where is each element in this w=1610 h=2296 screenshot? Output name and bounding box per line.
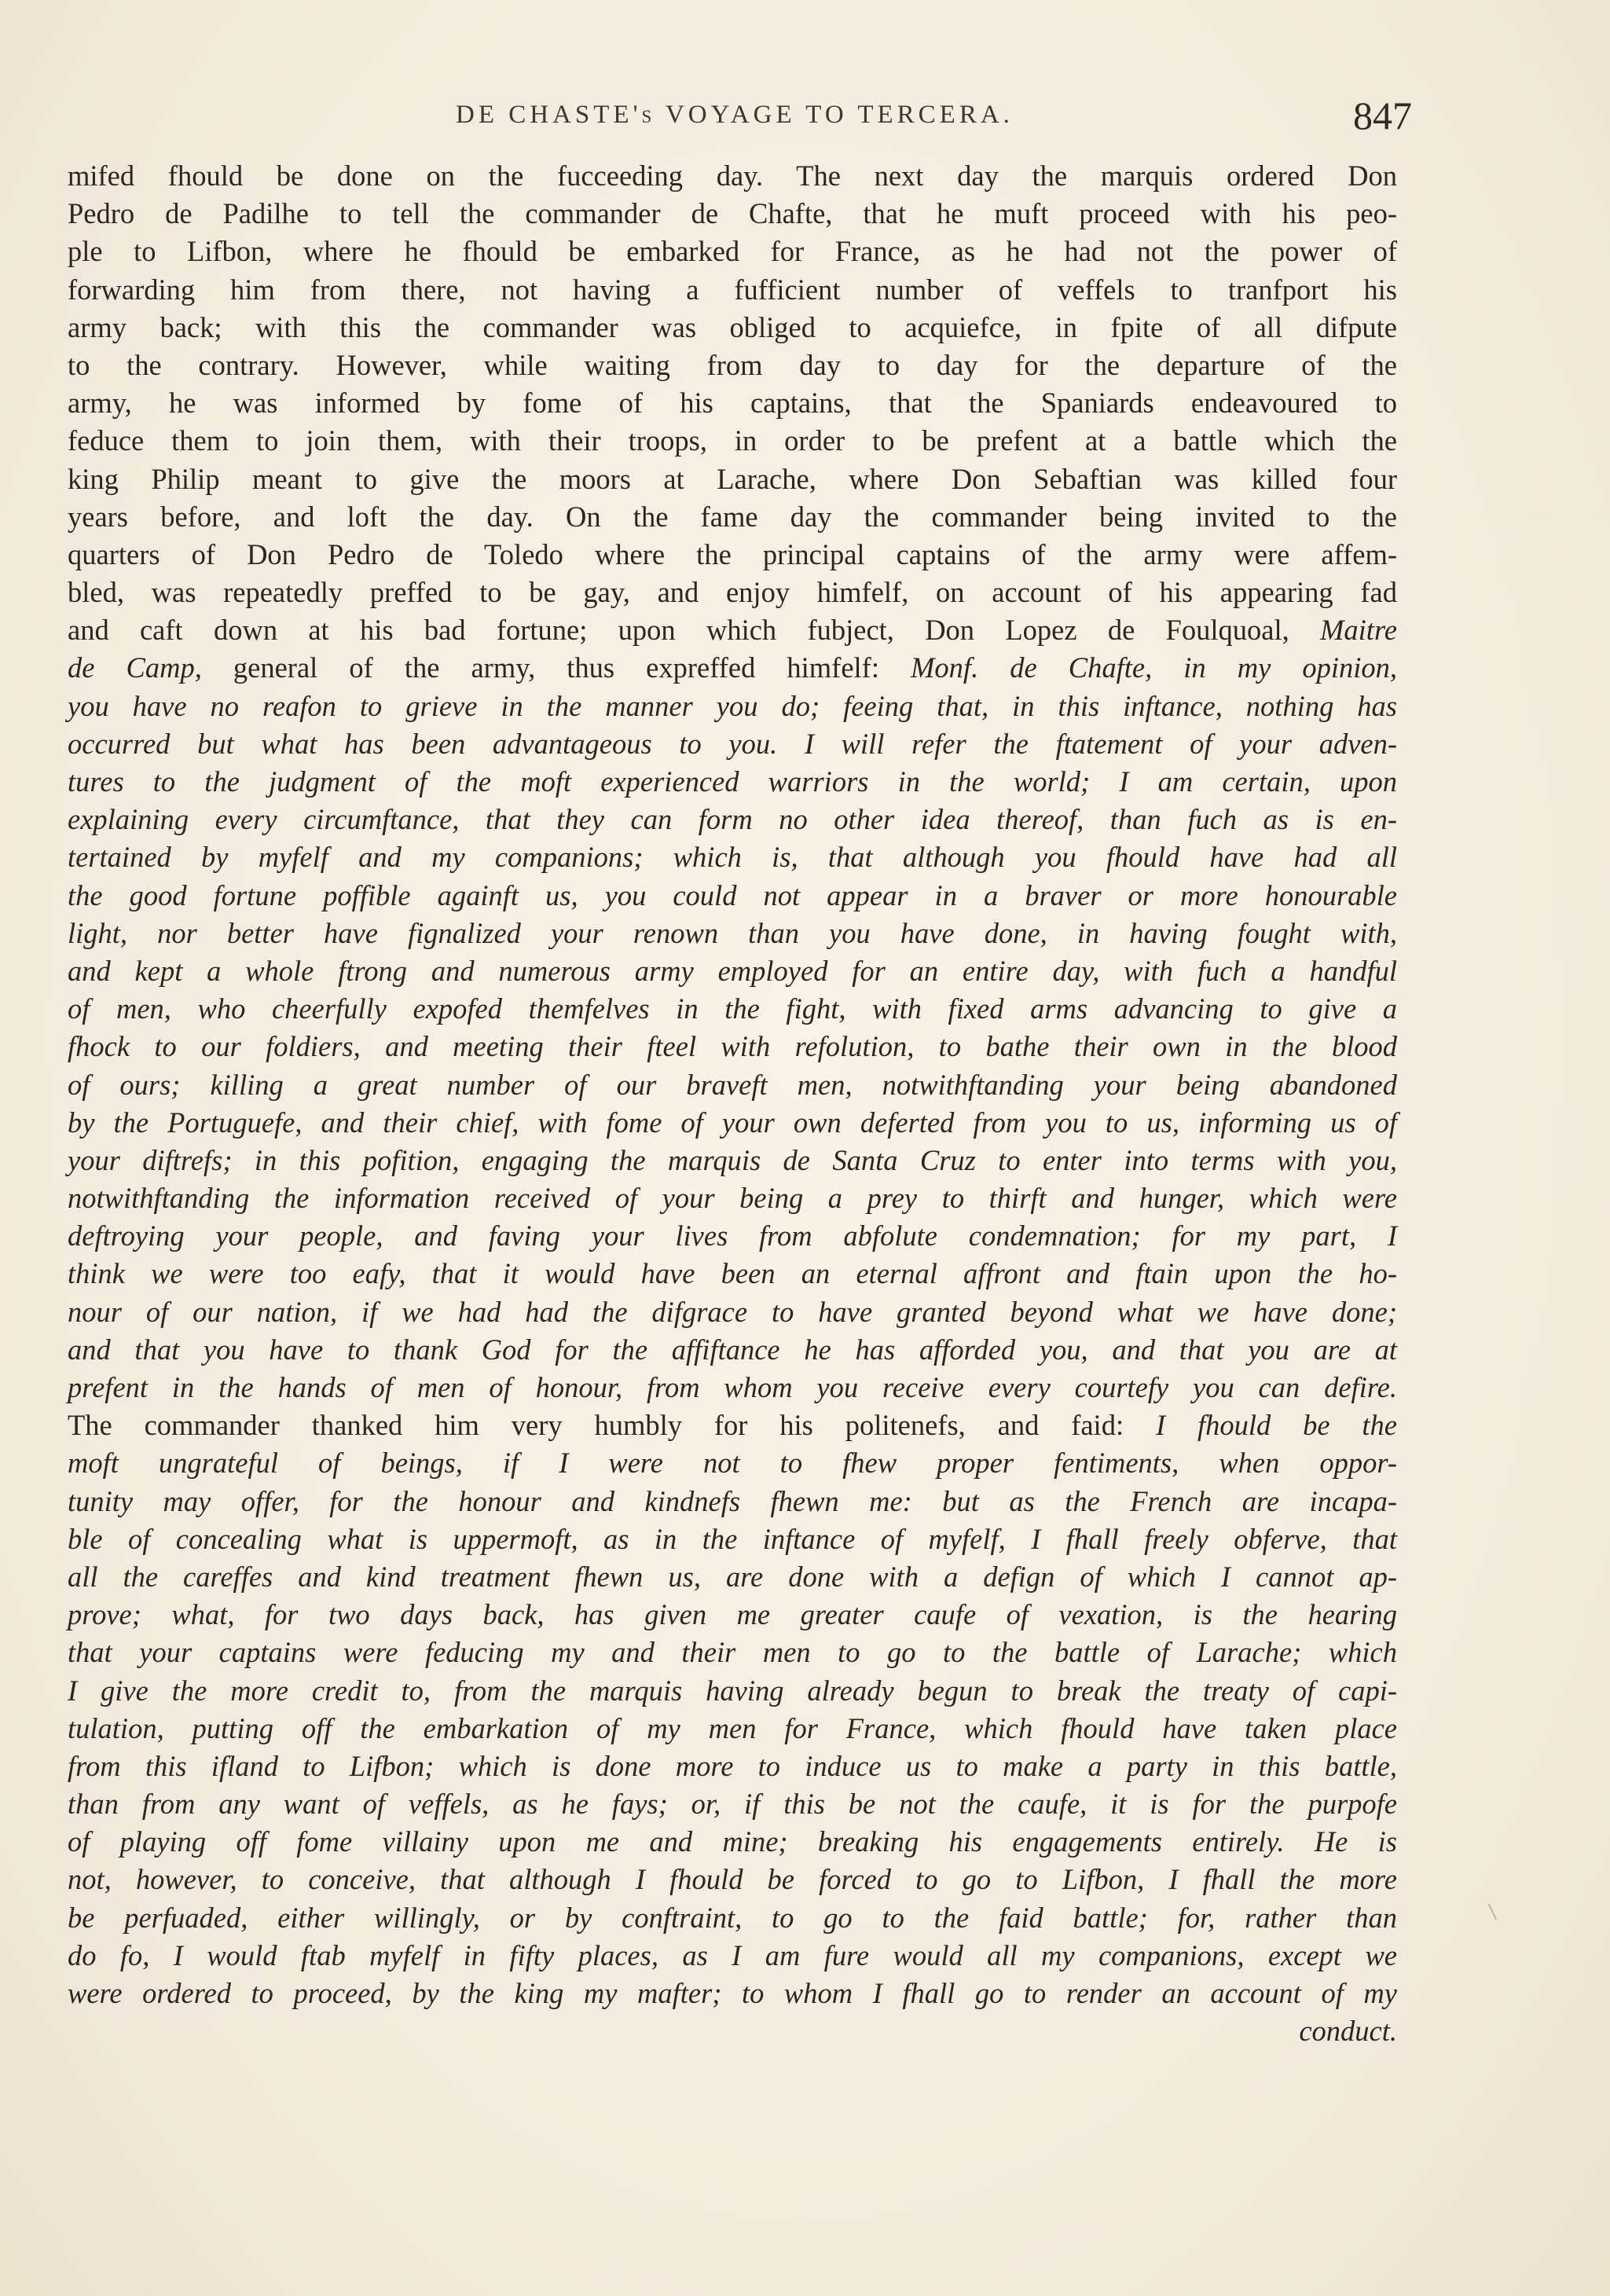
text-line xyxy=(68,1369,1397,1407)
line-text: than from any want of veffels, as he fays; or, if this be not the caufe, it is for the purpofe xyxy=(68,1788,1397,1821)
line-text: prefent in the hands of men of honour, from whom you receive every courtefy you can defire. xyxy=(68,1371,1397,1403)
text-line xyxy=(68,460,1397,498)
page-body-text xyxy=(68,157,1397,2050)
line-text: tures to the judgment of the moft experienced warriors in the world; I am certain, upon xyxy=(68,765,1397,798)
text-line xyxy=(68,1937,1397,1975)
text-line xyxy=(68,1520,1397,1558)
line-text: were ordered to proceed, by the king my mafter; to whom I fhall go to render an account of my xyxy=(68,1977,1397,2009)
line-text: quarters of Don Pedro de Toledo where the principal captains of the army were affem- xyxy=(68,537,1397,570)
text-line xyxy=(68,1899,1397,1937)
line-text: ple to Lifbon, where he fhould be embarked for France, as he had not the power of xyxy=(68,235,1397,268)
text-line xyxy=(68,1483,1397,1520)
text-line xyxy=(68,2012,1397,2050)
text-line xyxy=(68,498,1397,536)
line-text: light, nor better have fignalized your renown than you have done, in having fought with, xyxy=(68,916,1397,949)
line-text: years before, and loft the day. On the fame day the commander being invited to the xyxy=(68,500,1397,533)
line-text: tertained by myfelf and my companions; which is, that although you fhould have had all xyxy=(68,841,1397,874)
text-line xyxy=(68,1104,1397,1142)
text-line xyxy=(68,763,1397,801)
line-text: king Philip meant to give the moors at Larache, where Don Sebaftian was killed four xyxy=(68,462,1397,495)
text-line xyxy=(68,1672,1397,1710)
line-text: bled, was repeatedly preffed to be gay, and enjoy himfelf, on account of his appearing fad xyxy=(68,576,1397,609)
text-line xyxy=(68,309,1397,347)
text-line xyxy=(68,1710,1397,1748)
text-line xyxy=(68,688,1397,725)
text-line xyxy=(68,1142,1397,1179)
line-text: forwarding him from there, not having a fufficient number of veffels to tranfport his xyxy=(68,273,1397,306)
margin-mark xyxy=(1488,1900,1504,1920)
line-text: think we were too eafy, that it would have been an eternal affront and ftain upon the ho- xyxy=(68,1257,1397,1290)
text-line xyxy=(68,990,1397,1028)
line-text: the good fortune poffible againft us, you could not appear in a braver or more honourable xyxy=(68,878,1397,911)
text-line xyxy=(68,271,1397,309)
line-text: moft ungrateful of beings, if I were not to fhew proper fentiments, when oppor- xyxy=(68,1447,1397,1480)
text-line xyxy=(68,422,1397,460)
text-line xyxy=(68,1861,1397,1898)
line-text: and that you have to thank God for the affiftance he has afforded you, and that you are at xyxy=(68,1333,1397,1366)
text-line xyxy=(68,649,1397,687)
line-text: notwithftanding the information received of your being a prey to thirft and hunger, which were xyxy=(68,1182,1397,1215)
line-text: I give the more credit to, from the marquis having already begun to break the treaty of capi- xyxy=(68,1674,1397,1707)
text-line xyxy=(68,384,1397,422)
line-text: army back; with this the commander was obliged to acquiefce, in fpite of all difpute xyxy=(68,310,1397,343)
text-line xyxy=(68,536,1397,574)
text-line xyxy=(68,952,1397,990)
line-text: of ours; killing a great number of our braveft men, notwithftanding your being abandoned xyxy=(68,1068,1397,1101)
line-text: feduce them to join them, with their troops, in order to be prefent at a battle which the xyxy=(68,424,1397,457)
page-number: 847 xyxy=(1353,94,1412,138)
line-text: that your captains were feducing my and their men to go to the battle of Larache; which xyxy=(68,1636,1397,1669)
line-text-roman-segment: general of the army, thus expreffed himfelf: xyxy=(201,651,879,684)
text-line xyxy=(68,1823,1397,1861)
text-line xyxy=(68,1634,1397,1671)
text-line xyxy=(68,1596,1397,1634)
line-text: of playing off fome villainy upon me and mine; breaking his engagements entirely. He is xyxy=(68,1825,1397,1858)
line-text: of men, who cheerfully expofed themfelves in the fight, with fixed arms advancing to give a xyxy=(68,992,1397,1025)
line-text-italic-segment: Monf. de Chafte, in my opinion, xyxy=(878,651,1397,684)
text-line xyxy=(68,1444,1397,1482)
running-head: DE CHASTE's VOYAGE TO TERCERA. xyxy=(456,101,1014,129)
text-line xyxy=(68,877,1397,915)
line-text: de Camp, xyxy=(68,651,202,684)
line-text-italic-segment: I fhould be the xyxy=(1124,1409,1397,1442)
text-line xyxy=(68,1558,1397,1596)
text-line xyxy=(68,157,1397,195)
line-text: be perfuaded, either willingly, or by conftraint, to go to the faid battle; for, rather than xyxy=(68,1901,1397,1934)
text-line xyxy=(68,1975,1397,2012)
line-text: tulation, putting off the embarkation of my men for France, which fhould have taken place xyxy=(68,1711,1397,1744)
text-line xyxy=(68,233,1397,270)
text-line xyxy=(68,801,1397,838)
text-line xyxy=(68,574,1397,611)
text-line xyxy=(68,1217,1397,1255)
line-text: not, however, to conceive, that although I fhould be forced to go to Lifbon, I fhall the more xyxy=(68,1863,1397,1896)
text-line xyxy=(68,611,1397,649)
text-line xyxy=(68,1179,1397,1217)
text-line xyxy=(68,725,1397,763)
line-text: conduct. xyxy=(1299,2015,1397,2048)
line-text: from this ifland to Lifbon; which is done more to induce us to make a party in this battle, xyxy=(68,1749,1397,1782)
line-text: ble of concealing what is uppermoft, as in the inftance of myfelf, I fhall freely obferve, that xyxy=(68,1522,1397,1555)
line-text: tunity may offer, for the honour and kindnefs fhewn me: but as the French are incapa- xyxy=(68,1484,1397,1517)
line-text: deftroying your people, and faving your lives from abfolute condemnation; for my part, I xyxy=(68,1220,1397,1253)
line-text: explaining every circumftance, that they can form no other idea thereof, than fuch as is en- xyxy=(68,803,1397,836)
line-text: do fo, I would ftab myfelf in fifty places, as I am fure would all my companions, except we xyxy=(68,1938,1397,1971)
line-text: your diftrefs; in this pofition, engaging the marquis de Santa Cruz to enter into terms with you, xyxy=(68,1143,1397,1176)
text-line xyxy=(68,1785,1397,1823)
line-text-italic-segment: Maitre xyxy=(1289,614,1397,647)
line-text: all the careffes and kind treatment fhewn us, are done with a defign of which I cannot ap- xyxy=(68,1560,1397,1593)
line-text: and kept a whole ftrong and numerous army employed for an entire day, with fuch a handful xyxy=(68,954,1397,987)
line-text: army, he was informed by fome of his captains, that the Spaniards endeavoured to xyxy=(68,387,1397,420)
line-text: by the Portuguefe, and their chief, with fome of your own deferted from you to us, informing us of xyxy=(68,1106,1397,1139)
text-line xyxy=(68,1407,1397,1444)
line-text: The commander thanked him very humbly for his politenefs, and faid: xyxy=(68,1409,1124,1442)
line-text: to the contrary. However, while waiting from day to day for the departure of the xyxy=(68,348,1397,381)
text-line xyxy=(68,1748,1397,1785)
line-text: fhock to our foldiers, and meeting their fteel with refolution, to bathe their own in the blood xyxy=(68,1030,1397,1063)
text-line xyxy=(68,347,1397,384)
line-text: occurred but what has been advantageous to you. I will refer the ftatement of your adven- xyxy=(68,727,1397,760)
text-line xyxy=(68,1331,1397,1369)
line-text: mifed fhould be done on the fucceeding day. The next day the marquis ordered Don xyxy=(68,160,1397,192)
line-text: prove; what, for two days back, has given me greater caufe of vexation, is the hearing xyxy=(68,1598,1397,1631)
line-text: nour of our nation, if we had had the difgrace to have granted beyond what we have done; xyxy=(68,1295,1397,1328)
text-line xyxy=(68,915,1397,952)
text-line xyxy=(68,838,1397,876)
text-line xyxy=(68,1066,1397,1104)
text-line xyxy=(68,195,1397,233)
text-line xyxy=(68,1293,1397,1331)
text-line xyxy=(68,1255,1397,1293)
line-text: you have no reafon to grieve in the manner you do; feeing that, in this inftance, nothing has xyxy=(68,689,1397,722)
line-text: and caft down at his bad fortune; upon which fubject, Don Lopez de Foulquoal, xyxy=(68,614,1289,647)
text-line xyxy=(68,1028,1397,1065)
line-text: Pedro de Padilhe to tell the commander de Chafte, that he muft proceed with his peo- xyxy=(68,197,1397,230)
